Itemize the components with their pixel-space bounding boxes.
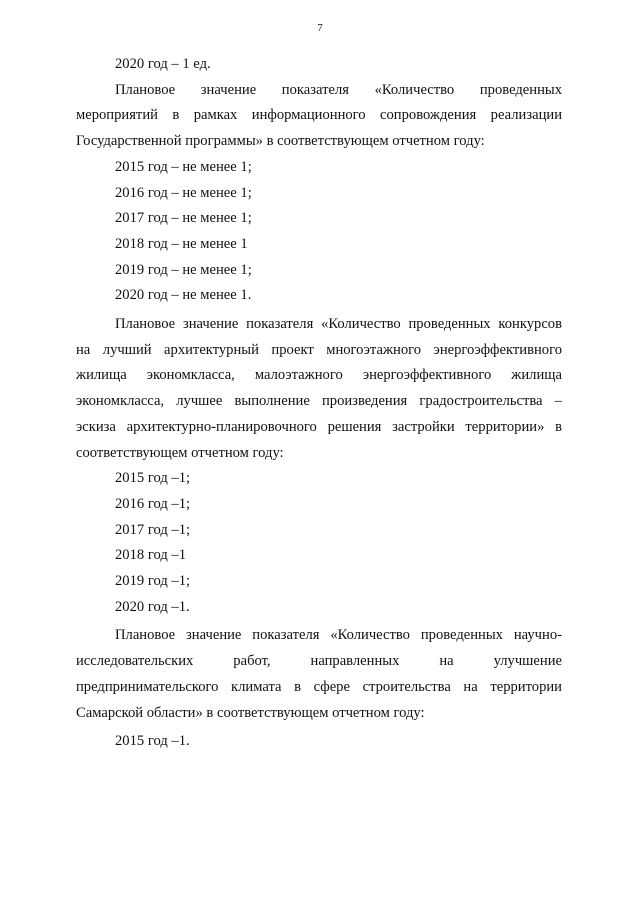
list-item: 2017 год –1; — [115, 521, 191, 538]
text-line: Плановое значение показателя «Количество проведенных научно- — [115, 627, 562, 644]
page-number: 7 — [317, 22, 323, 34]
list-item: 2019 год – не менее 1; — [115, 261, 252, 278]
text-line: экономкласса, лучшее выполнение произведения градостроительства – — [76, 393, 562, 410]
text-line: Государственной программы» в соответствующем отчетном году: — [76, 133, 485, 150]
text-line: на лучший архитектурный проект многоэтажного энергоэффективного — [76, 341, 562, 358]
list-item: 2019 год –1; — [115, 573, 191, 590]
text-line: Плановое значение показателя «Количество проведенных конкурсов — [115, 316, 562, 333]
list-item: 2015 год – не менее 1; — [115, 158, 252, 175]
document-body — [76, 52, 562, 755]
text-line: Плановое значение показателя «Количество проведенных — [115, 81, 562, 98]
text-line: жилища экономкласса, малоэтажного энергоэффективного жилища — [76, 367, 562, 384]
text-line: мероприятий в рамках информационного сопровождения реализации — [76, 107, 562, 124]
list-item: 2016 год –1; — [115, 495, 191, 512]
list-item: 2017 год – не менее 1; — [115, 210, 252, 227]
list-item: 2018 год – не менее 1 — [115, 235, 248, 252]
list-item: 2015 год –1. — [115, 733, 190, 750]
text-line: исследовательских работ, направленных на улучшение — [76, 653, 562, 670]
text-line: Самарской области» в соответствующем отчетном году: — [76, 704, 425, 721]
list-item: 2015 год –1; — [115, 470, 191, 487]
text-line: 2020 год – 1 ед. — [115, 56, 211, 72]
list-item: 2018 год –1 — [115, 547, 187, 564]
list-item: 2020 год –1. — [115, 598, 190, 615]
text-line: предпринимательского климата в сфере строительства на территории — [76, 678, 562, 695]
text-line: соответствующем отчетном году: — [76, 444, 284, 461]
list-item: 2016 год – не менее 1; — [115, 184, 252, 201]
text-line: эскиза архитектурно-планировочного решения застройки территории» в — [76, 418, 562, 435]
list-item: 2020 год – не менее 1. — [115, 287, 252, 304]
